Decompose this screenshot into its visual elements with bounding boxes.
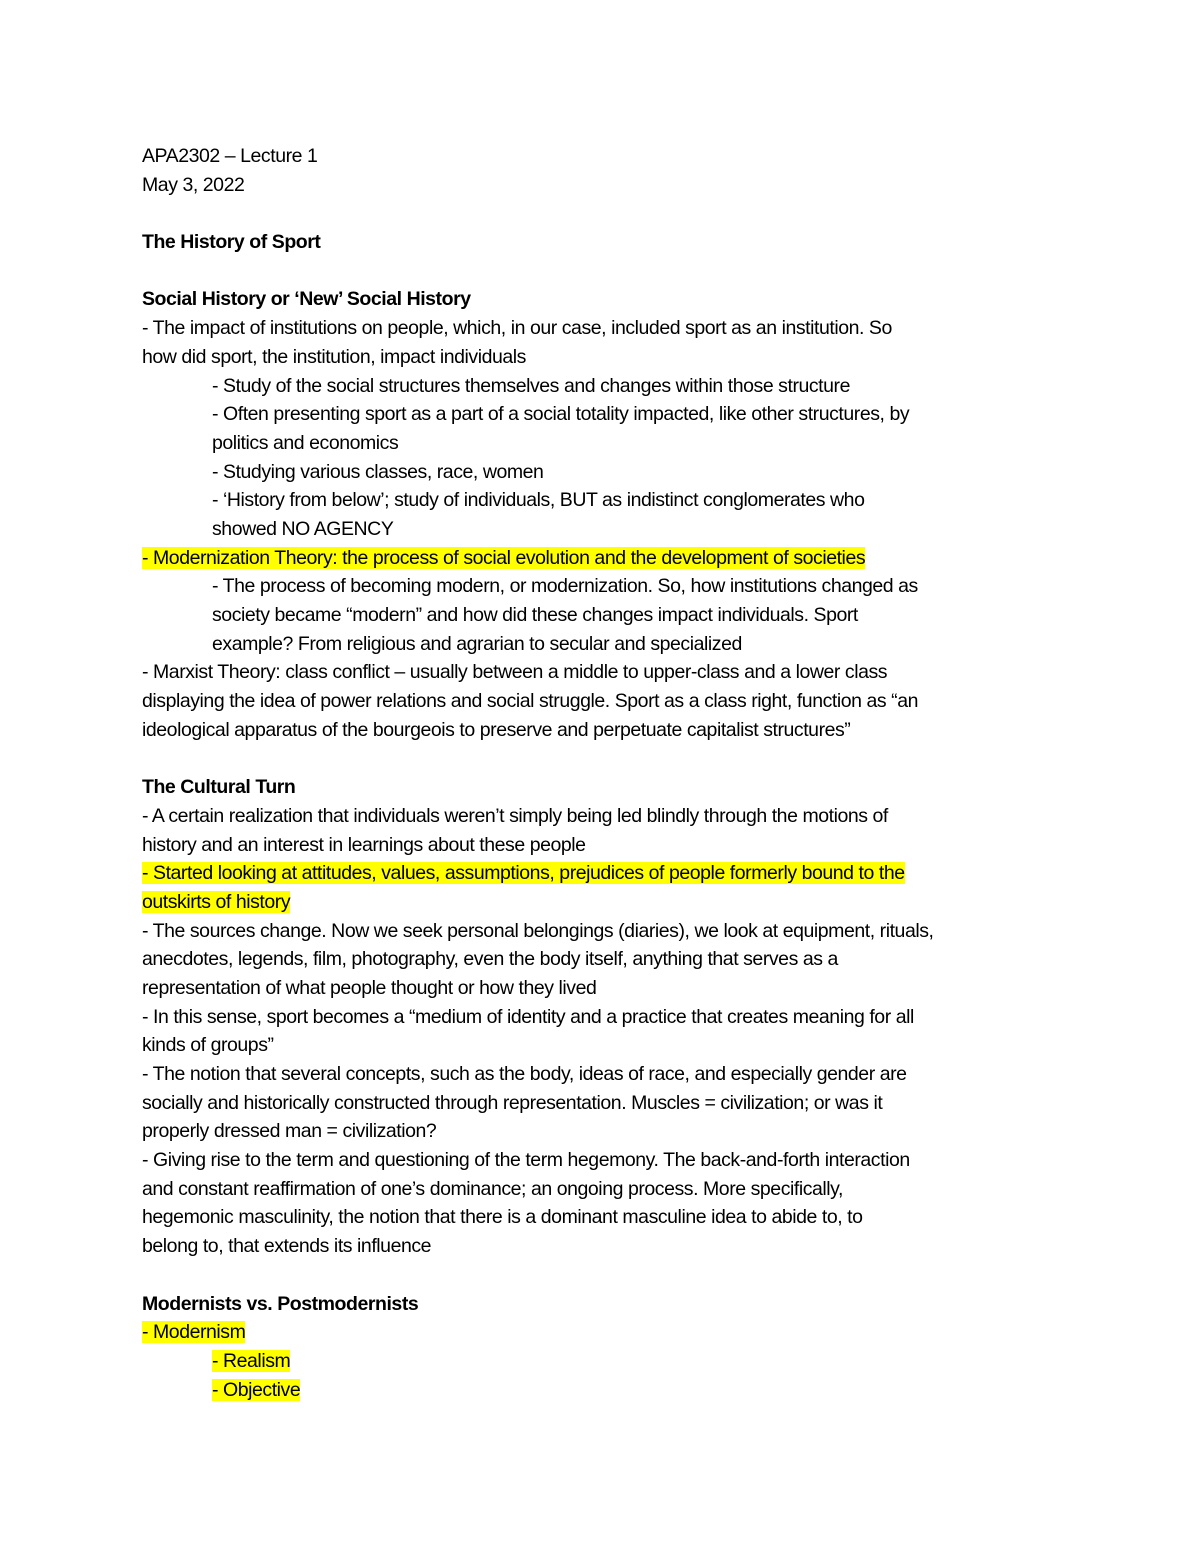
document-title: The History of Sport	[142, 231, 321, 254]
section-heading-cultural-turn: The Cultural Turn	[142, 776, 296, 799]
highlighted-line: outskirts of history	[142, 890, 291, 913]
highlighted-objective: - Objective	[212, 1378, 301, 1401]
highlighted-modernism: - Modernism	[142, 1321, 246, 1344]
paragraph-line: anecdotes, legends, film, photography, even the body itself, anything that serves as a	[142, 948, 838, 971]
course-title: APA2302 – Lecture 1	[142, 145, 318, 167]
paragraph-line: socially and historically constructed through representation. Muscles = civilization; or was it	[142, 1091, 883, 1114]
sub-point: - The process of becoming modern, or modernization. So, how institutions changed as	[212, 575, 918, 598]
highlighted-line: - Started looking at attitudes, values, assumptions, prejudices of people formerly bound to the	[142, 862, 905, 885]
paragraph-line: belong to, that extends its influence	[142, 1235, 432, 1258]
sub-point: - Studying various classes, race, women	[212, 460, 544, 483]
sub-point: society became “modern” and how did these changes impact individuals. Sport	[212, 604, 858, 626]
sub-point: - ‘History from below’; study of individuals, BUT as indistinct conglomerates who	[212, 489, 865, 512]
paragraph-line: - The impact of institutions on people, which, in our case, included sport as an institution. So	[142, 317, 892, 340]
sub-point: example? From religious and agrarian to secular and specialized	[212, 632, 742, 655]
paragraph-line: ideological apparatus of the bourgeois to preserve and perpetuate capitalist structures”	[142, 718, 851, 741]
paragraph-line: hegemonic masculinity, the notion that there is a dominant masculine idea to abide to, to	[142, 1206, 863, 1229]
sub-point: showed NO AGENCY	[212, 517, 394, 540]
paragraph-line: - A certain realization that individuals weren’t simply being led blindly through the motions of	[142, 804, 888, 827]
paragraph-line: kinds of groups”	[142, 1034, 274, 1057]
section-heading-social-history: Social History or ‘New’ Social History	[142, 288, 471, 311]
sub-point: politics and economics	[212, 431, 399, 454]
highlighted-modernization-theory: - Modernization Theory: the process of social evolution and the development of societies	[142, 546, 866, 569]
sub-point: - Study of the social structures themselves and changes within those structure	[212, 374, 850, 397]
paragraph-line: history and an interest in learnings about these people	[142, 833, 586, 856]
section-heading-modernists: Modernists vs. Postmodernists	[142, 1292, 419, 1315]
paragraph-line: and constant reaffirmation of one’s dominance; an ongoing process. More specifically,	[142, 1177, 844, 1200]
paragraph-line: - The sources change. Now we seek personal belongings (diaries), we look at equipment, rituals,	[142, 919, 934, 942]
paragraph-line: - Marxist Theory: class conflict – usually between a middle to upper-class and a lower class	[142, 661, 888, 684]
paragraph-line: - The notion that several concepts, such as the body, ideas of race, and especially gender are	[142, 1063, 907, 1085]
paragraph-line: displaying the idea of power relations and social struggle. Sport as a class right, function as “an	[142, 690, 918, 713]
paragraph-line: properly dressed man = civilization?	[142, 1120, 437, 1143]
document-page	[142, 142, 1072, 1404]
paragraph-line: - Giving rise to the term and questioning of the term hegemony. The back-and-forth interaction	[142, 1149, 910, 1172]
highlighted-realism: - Realism	[212, 1349, 291, 1372]
sub-point: - Often presenting sport as a part of a social totality impacted, like other structures, by	[212, 403, 910, 426]
paragraph-line: how did sport, the institution, impact individuals	[142, 345, 526, 368]
lecture-date: May 3, 2022	[142, 173, 245, 196]
paragraph-line: - In this sense, sport becomes a “medium of identity and a practice that creates meaning for all	[142, 1005, 914, 1028]
paragraph-line: representation of what people thought or how they lived	[142, 976, 597, 999]
